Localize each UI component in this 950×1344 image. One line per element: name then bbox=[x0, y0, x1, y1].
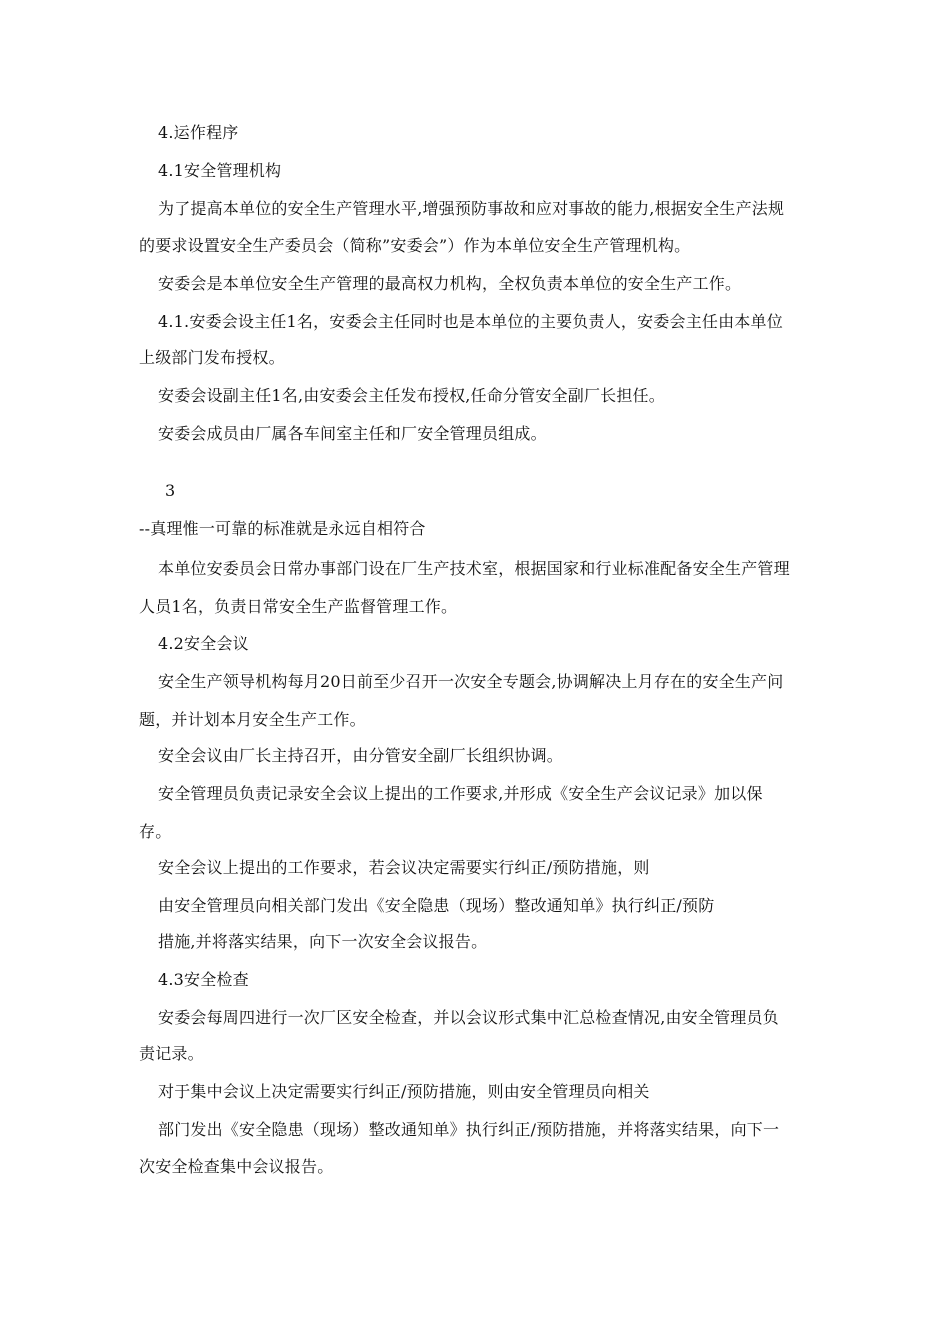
paragraph-line: 责记录。 bbox=[139, 1044, 204, 1063]
paragraph-line: 上级部门发布授权。 bbox=[139, 348, 285, 367]
paragraph-line: 安全生产领导机构每月20日前至少召开一次安全专题会,协调解决上月存在的安全生产问 bbox=[158, 672, 784, 691]
paragraph-line: 安委会设副主任1名,由安委会主任发布授权,任命分管安全副厂长担任。 bbox=[158, 386, 665, 405]
paragraph-line: 题，并计划本月安全生产工作。 bbox=[139, 710, 366, 729]
section-heading: 4.运作程序 bbox=[158, 123, 239, 142]
paragraph-line: 4.1.安委会设主任1名，安委会主任同时也是本单位的主要负责人，安委会主任由本单位 bbox=[158, 312, 783, 331]
paragraph-line: 措施,并将落实结果，向下一次安全会议报告。 bbox=[158, 932, 488, 951]
paragraph-line: 安委会每周四进行一次厂区安全检查，并以会议形式集中汇总检查情况,由安全管理员负 bbox=[158, 1008, 779, 1027]
paragraph-line: 的要求设置安全生产委员会（简称”安委会”）作为本单位安全生产管理机构。 bbox=[139, 236, 691, 255]
paragraph-line: 安委会是本单位安全生产管理的最高权力机构，全权负责本单位的安全生产工作。 bbox=[158, 274, 742, 293]
paragraph-line: 为了提高本单位的安全生产管理水平,增强预防事故和应对事故的能力,根据安全生产法规 bbox=[158, 199, 785, 218]
paragraph-line: 安全会议上提出的工作要求，若会议决定需要实行纠正/预防措施，则 bbox=[158, 858, 650, 877]
quote-line: --真理惟一可靠的标准就是永远自相符合 bbox=[139, 519, 426, 538]
subsection-heading: 4.3安全检查 bbox=[158, 970, 249, 989]
page-number: 3 bbox=[165, 481, 176, 500]
paragraph-line: 对于集中会议上决定需要实行纠正/预防措施，则由安全管理员向相关 bbox=[158, 1082, 650, 1101]
paragraph-line: 部门发出《安全隐患（现场）整改通知单》执行纠正/预防措施，并将落实结果，向下一 bbox=[158, 1120, 780, 1139]
paragraph-line: 人员1名，负责日常安全生产监督管理工作。 bbox=[139, 597, 458, 616]
paragraph-line: 本单位安委员会日常办事部门设在厂生产技术室，根据国家和行业标准配备安全生产管理 bbox=[158, 559, 790, 578]
paragraph-line: 次安全检查集中会议报告。 bbox=[139, 1157, 334, 1176]
subsection-heading: 4.2安全会议 bbox=[158, 634, 249, 653]
paragraph-line: 安全管理员负责记录安全会议上提出的工作要求,并形成《安全生产会议记录》加以保 bbox=[158, 784, 763, 803]
paragraph-line: 安全会议由厂长主持召开，由分管安全副厂长组织协调。 bbox=[158, 746, 564, 765]
paragraph-line: 存。 bbox=[139, 822, 172, 841]
paragraph-line: 安委会成员由厂属各车间室主任和厂安全管理员组成。 bbox=[158, 424, 547, 443]
subsection-heading: 4.1安全管理机构 bbox=[158, 161, 282, 180]
paragraph-line: 由安全管理员向相关部门发出《安全隐患（现场）整改通知单》执行纠正/预防 bbox=[158, 896, 715, 915]
